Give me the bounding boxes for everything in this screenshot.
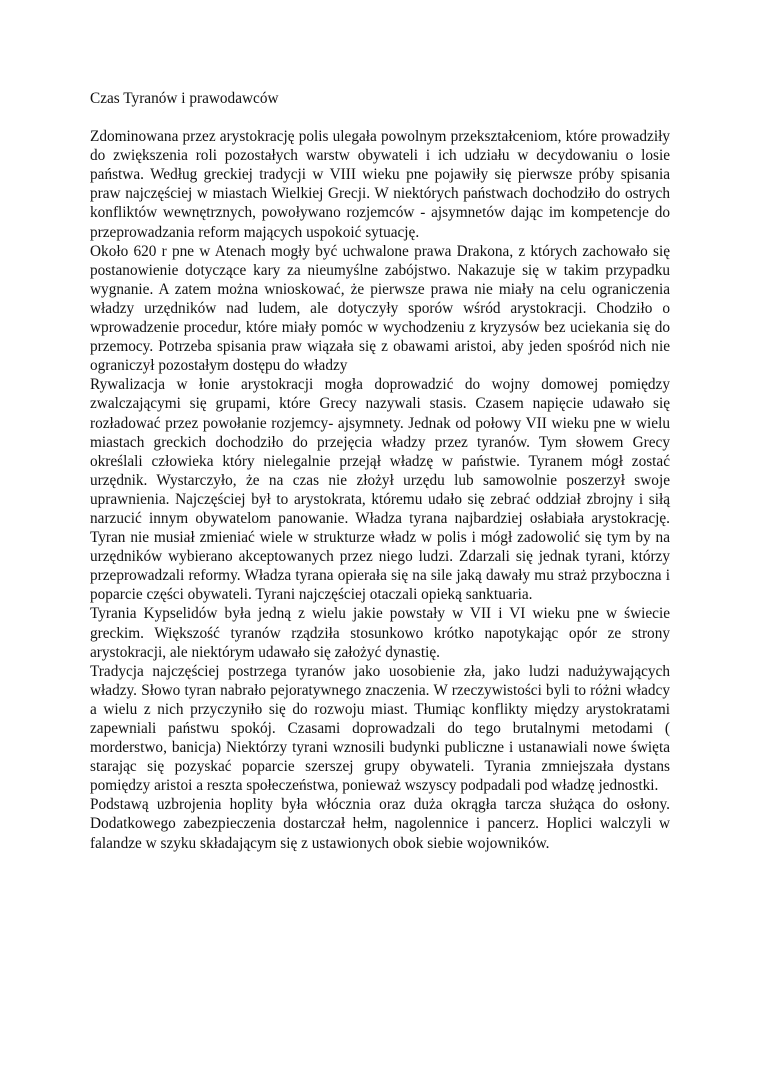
paragraph-2: Około 620 r pne w Atenach mogły być uchwalone prawa Drakona, z których zachowało się postanowienie dotyczące kary za nieumyślne zabójstwo. Nakazuje się w takim przypadku wygnanie. A zatem można wnioskować, że pierwsze prawa nie miały na celu ograniczenia władzy urzędników nad ludem, ale dotyczyły sporów wśród arystokracji. Chodziło o wprowadzenie procedur, które miały pomóc w wychodzeniu z kryzysów bez uciekania się do przemocy. Potrzeba spisania praw wiązała się z obawami aristoi, aby jeden spośród nich nie ograniczył pozostałym dostępu do władzy xyxy=(90,242,670,375)
paragraph-3: Rywalizacja w łonie arystokracji mogła doprowadzić do wojny domowej pomiędzy zwalczającymi się grupami, które Grecy nazywali stasis. Czasem napięcie udawało się rozładować przez powołanie rozjemcy- ajsymnety. Jednak od połowy VII wieku pne w wielu miastach greckich dochodziło do przejęcia władzy przez tyranów. Tym słowem Grecy określali człowieka który nielegalnie przejął władzę w państwie. Tyranem mógł zostać urzędnik. Wystarczyło, że na czas nie złożył urzędu lub samowolnie poszerzył swoje uprawnienia. Najczęściej był to arystokrata, któremu udało się zebrać oddział zbrojny i siłą narzucić innym obywatelom panowanie. Władza tyrana najbardziej osłabiała arystokrację. Tyran nie musiał zmieniać wiele w strukturze władz w polis i mógł zadowolić się tym by na urzędników wybierano akceptowanych przez niego ludzi. Zdarzali się jednak tyrani, którzy przeprowadzali reformy. Władza tyrana opierała się na sile jaką dawały mu straż przyboczna i poparcie części obywateli. Tyrani najczęściej otaczali opieką sanktuaria. xyxy=(90,376,670,604)
document-title: Czas Tyranów i prawodawców xyxy=(90,90,279,107)
paragraph-6: Podstawą uzbrojenia hoplity była włócznia oraz duża okrągła tarcza służąca do osłony. Dodatkowego zabezpieczenia dostarczał hełm, nagolennice i pancerz. Hoplici walczyli w falandze w szyku składającym się z ustawionych obok siebie wojowników. xyxy=(90,796,670,852)
paragraph-4: Tyrania Kypselidów była jedną z wielu jakie powstały w VII i VI wieku pne w świecie greckim. Większość tyranów rządziła stosunkowo krótko napotykając opór ze strony arystokracji, ale niektórym udawało się założyć dynastię. xyxy=(90,605,670,661)
paragraph-1: Zdominowana przez arystokrację polis ulegała powolnym przekształceniom, które prowadziły do zwiększenia roli pozostałych warstw obywateli i ich udziału w decydowaniu o losie państwa. Według greckiej tradycji w VIII wieku pne pojawiły się pierwsze próby spisania praw najczęściej w miastach Wielkiej Grecji. W niektórych państwach dochodziło do ostrych konfliktów wewnętrznych, powoływano rozjemców - ajsymnetów dając im kompetencje do przeprowadzania reform mających uspokoić sytuację. xyxy=(90,128,670,241)
document-body xyxy=(90,89,670,853)
paragraph-5: Tradycja najczęściej postrzega tyranów jako uosobienie zła, jako ludzi nadużywających władzy. Słowo tyran nabrało pejoratywnego znaczenia. W rzeczywistości byli to różni władcy a wielu z nich przyczyniło się do rozwoju miast. Tłumiąc konflikty między arystokratami zapewniali państwu spokój. Czasami doprowadzali do tego brutalnymi metodami ( morderstwo, banicja) Niektórzy tyrani wznosili budynki publiczne i ustanawiali nowe święta starając się pozyskać poparcie szerszej grupy obywateli. Tyrania zmniejszała dystans pomiędzy aristoi a reszta społeczeństwa, ponieważ wszyscy podpadali pod władzę jednostki. xyxy=(90,662,670,795)
